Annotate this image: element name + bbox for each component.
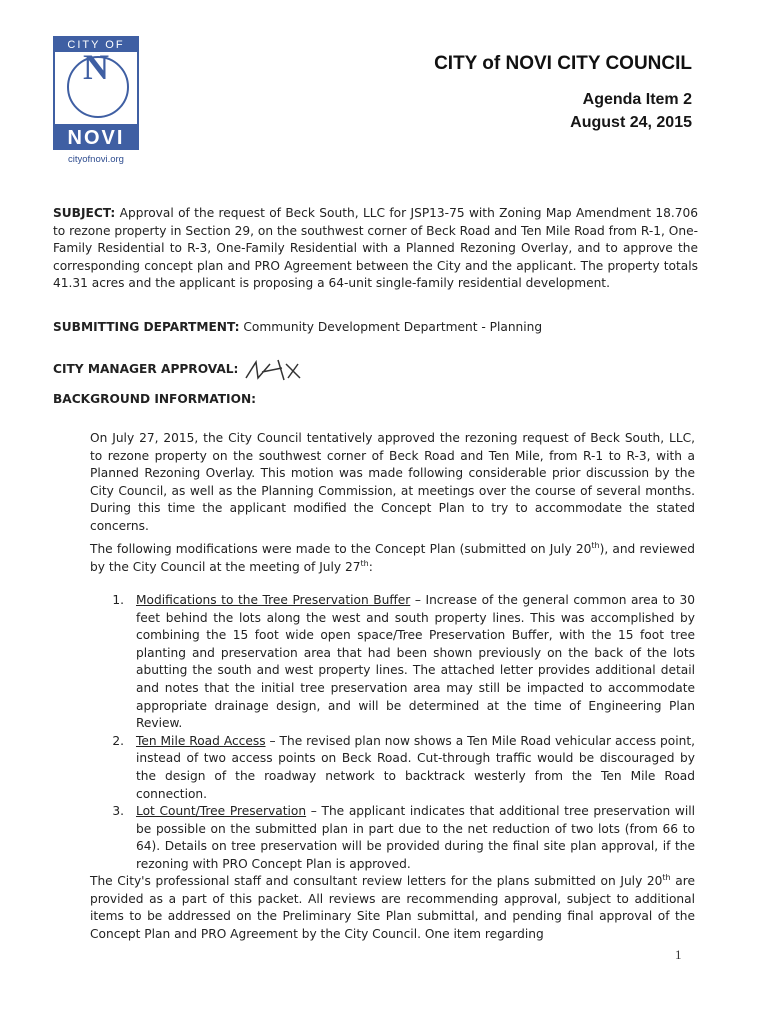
list-item-title: Modifications to the Tree Preservation Buffer [136,593,411,607]
agenda-date: August 24, 2015 [570,114,692,131]
submitting-text: Community Development Department - Planning [243,320,543,334]
city-manager-approval [53,356,698,384]
signature-icon [242,356,312,384]
city-manager-label: CITY MANAGER APPROVAL: [53,362,239,377]
p2-sup-2: th [360,558,369,568]
logo-bottom-text: NOVI [53,126,139,150]
submitting-department [53,319,698,337]
list-item-body: – The revised plan now shows a Ten Mile Road vehicular access point, instead of two access points on Beck Road. Cut-through traffic would be discouraged by the design of the roadway network to backtrack westerly from the Ten Mile Road connection. [136,733,695,801]
list-item [90,803,695,873]
list-item [90,592,695,733]
list-text [136,592,695,733]
city-seal [53,36,139,126]
list-item-title: Ten Mile Road Access [136,733,266,748]
city-logo [53,36,139,165]
background-paragraph-3 [90,873,695,943]
subject-text: Approval of the request of Beck South, LLC for JSP13-75 with Zoning Map Amendment 18.706 to rezone property in Section 29, on the southwest corner of Beck Road and Ten Mile Road from R-1, One-Family Residential to R-3, One-Family Residential with a Planned Rezoning Overlay, and to approve the corresponding concept plan and PRO Agreement between the City and the applicant. The property totals 41.31 acres and the applicant is proposing a 64-unit single-family residential development. [53,206,698,291]
logo-url: cityofnovi.org [68,154,124,165]
list-text [136,803,695,873]
p3-text-a: The City's professional staff and consultant review letters for the plans submitted on July 20 [90,874,663,888]
p2-text-a: The following modifications were made to the Concept Plan (submitted on July 20 [90,542,592,556]
list-number: 2. [112,733,124,748]
background-paragraph-2 [90,541,695,576]
list-item-body: – Increase of the general common area to 30 feet behind the lots along the west and south property lines. This was accomplished by combining the 15 foot wide open space/Tree Preservation Buffer, with the 15 foot tree planting and preservation area that had been shown previously on the back of the lots abutting the south and west property lines. The attached letter provides additional detail and notes that the initial tree preservation area may still be impacted to accommodate appropriate drainage design, and will be determined at the time of Engineering Plan Review. [136,593,695,731]
list-number: 3. [112,804,124,819]
submitting-label: SUBMITTING DEPARTMENT: [53,320,240,334]
p2-text-c: : [368,559,373,574]
list-item-body: – The applicant indicates that additional tree preservation will be possible on the submitted plan in part due to the net reduction of two lots (from 66 to 64). Details on tree preservation will be provided during the final site plan approval, if the rezoning with PRO Concept Plan is approved. [136,804,695,871]
subject-section [53,205,698,293]
subject-label: SUBJECT: [53,206,116,220]
p2-sup-1: th [591,540,600,550]
list-number: 1. [112,593,124,607]
list-item-title: Lot Count/Tree Preservation [136,804,307,819]
seal-letter-icon: N [83,47,109,87]
p2-text-b: ), and reviewed by the City Council at the meeting of July 27 [90,542,695,574]
agenda-item: Agenda Item 2 [582,91,692,108]
background-heading: BACKGROUND INFORMATION: [53,392,257,406]
list-text [136,733,695,803]
page-number: 1 [675,947,682,962]
p3-sup: th [662,872,671,882]
page-title: CITY of NOVI CITY COUNCIL [434,53,692,74]
list-item [90,733,695,803]
logo-top-text: CITY OF [55,38,137,52]
p3-text-b: are provided as a part of this packet. All reviews are recommending approval, subject to additional items to be addressed on the Preliminary Site Plan submittal, and pending final approval of the Concept Plan and PRO Agreement by the City Council. One item regarding [90,874,695,941]
background-paragraph-1: On July 27, 2015, the City Council tentatively approved the rezoning request of Beck South, LLC, to rezone property on the southwest corner of Beck Road and Ten Mile, from R-1 to R-3, with a Planned Rezoning Overlay. This motion was made following considerable prior discussion by the City Council, as well as the Planning Commission, at meetings over the course of several months. During this time the applicant modified the Concept Plan to try to accommodate the stated concerns. [90,431,695,533]
modifications-list [90,592,695,874]
